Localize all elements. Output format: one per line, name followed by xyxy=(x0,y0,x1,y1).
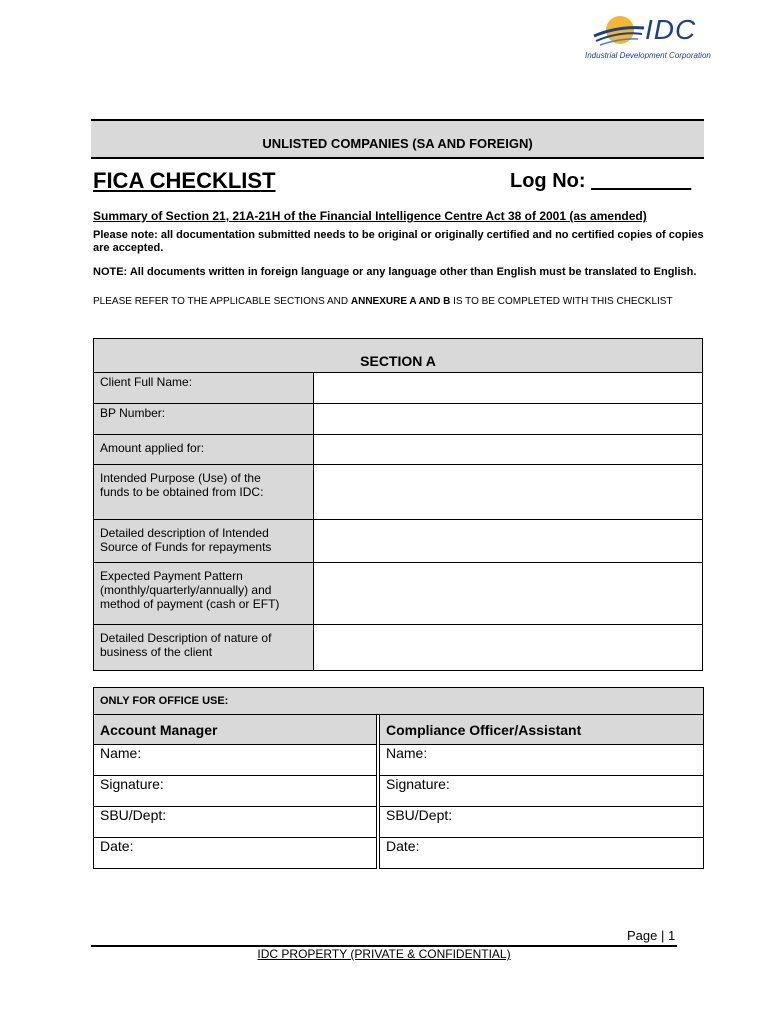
logo-text: IDC xyxy=(645,14,697,45)
logo-subtitle: Industrial Development Corporation xyxy=(585,51,711,60)
banner-text: UNLISTED COMPANIES (SA AND FOREIGN) xyxy=(262,136,533,151)
co-sbu-dept-field[interactable] xyxy=(380,807,703,838)
field-label: SBU/Dept: xyxy=(100,807,167,823)
refer-pre: PLEASE REFER TO THE APPLICABLE SECTIONS AND xyxy=(93,296,351,307)
table-row xyxy=(94,435,702,465)
field-label: Signature: xyxy=(386,776,450,792)
log-blank: _________ xyxy=(591,170,692,192)
idc-logo xyxy=(582,10,722,66)
refer-annexure: ANNEXURE A AND B xyxy=(350,296,451,307)
table-row xyxy=(94,625,702,670)
am-sbu-dept-field[interactable] xyxy=(94,807,376,838)
table-row xyxy=(94,520,702,563)
intended-purpose-field[interactable] xyxy=(314,465,702,519)
footer-label: IDC PROPERTY (PRIVATE & CONFIDENTIAL) xyxy=(257,947,511,961)
footer-text xyxy=(91,947,677,961)
field-label: Date: xyxy=(386,838,420,854)
compliance-officer-column xyxy=(379,715,704,869)
section-a-table xyxy=(93,338,703,671)
note-originals: Please note: all documentation submitted needs to be original or originally certified and no certified copies of copies are accepted. xyxy=(93,229,704,254)
field-label: Name: xyxy=(386,745,428,761)
table-row xyxy=(94,563,702,625)
table-row xyxy=(94,465,702,520)
column-heading: Account Manager xyxy=(100,722,218,738)
row-label: Expected Payment Pattern (monthly/quarterly/annually) and method of payment (cash or EFT) xyxy=(94,563,314,624)
refer-post: IS TO BE COMPLETED WITH THIS CHECKLIST xyxy=(450,296,673,307)
section-a-title: SECTION A xyxy=(360,353,436,369)
page-number: Page | 1 xyxy=(627,928,676,943)
client-full-name-field[interactable] xyxy=(314,373,702,403)
office-use-table xyxy=(93,687,704,869)
row-label: Client Full Name: xyxy=(94,373,314,403)
category-banner xyxy=(91,119,704,159)
field-label: SBU/Dept: xyxy=(386,807,453,823)
account-manager-column xyxy=(93,715,377,869)
row-label: Detailed Description of nature of business of the client xyxy=(94,625,314,670)
column-heading: Compliance Officer/Assistant xyxy=(386,722,582,738)
compliance-officer-heading xyxy=(380,715,703,745)
log-number xyxy=(510,170,691,193)
document-title: FICA CHECKLIST xyxy=(93,168,276,193)
office-use-header xyxy=(93,687,704,715)
note-translation: NOTE: All documents written in foreign language or any language other than English must be translated to English. xyxy=(93,266,697,278)
co-name-field[interactable] xyxy=(380,745,703,776)
office-use-title: ONLY FOR OFFICE USE: xyxy=(100,695,229,707)
row-label: Detailed description of Intended Source of Funds for repayments xyxy=(94,520,314,562)
row-label: Intended Purpose (Use) of the funds to be obtained from IDC: xyxy=(94,465,314,519)
bp-number-field[interactable] xyxy=(314,404,702,434)
co-date-field[interactable] xyxy=(380,838,703,869)
table-row xyxy=(94,373,702,404)
business-nature-field[interactable] xyxy=(314,625,702,670)
amount-applied-field[interactable] xyxy=(314,435,702,464)
field-label: Name: xyxy=(100,745,142,761)
source-of-funds-field[interactable] xyxy=(314,520,702,562)
row-label: BP Number: xyxy=(94,404,314,434)
table-row xyxy=(94,404,702,435)
field-label: Signature: xyxy=(100,776,164,792)
account-manager-heading xyxy=(94,715,376,745)
am-signature-field[interactable] xyxy=(94,776,376,807)
refer-text xyxy=(93,296,673,307)
am-name-field[interactable] xyxy=(94,745,376,776)
log-label: Log No: xyxy=(510,170,586,192)
payment-pattern-field[interactable] xyxy=(314,563,702,624)
summary-heading: Summary of Section 21, 21A-21H of the Financial Intelligence Centre Act 38 of 2001 (as amended) xyxy=(93,209,647,223)
idc-globe-logo-icon xyxy=(592,12,646,48)
row-label: Amount applied for: xyxy=(94,435,314,464)
section-a-header xyxy=(94,339,702,373)
field-label: Date: xyxy=(100,838,134,854)
am-date-field[interactable] xyxy=(94,838,376,869)
co-signature-field[interactable] xyxy=(380,776,703,807)
